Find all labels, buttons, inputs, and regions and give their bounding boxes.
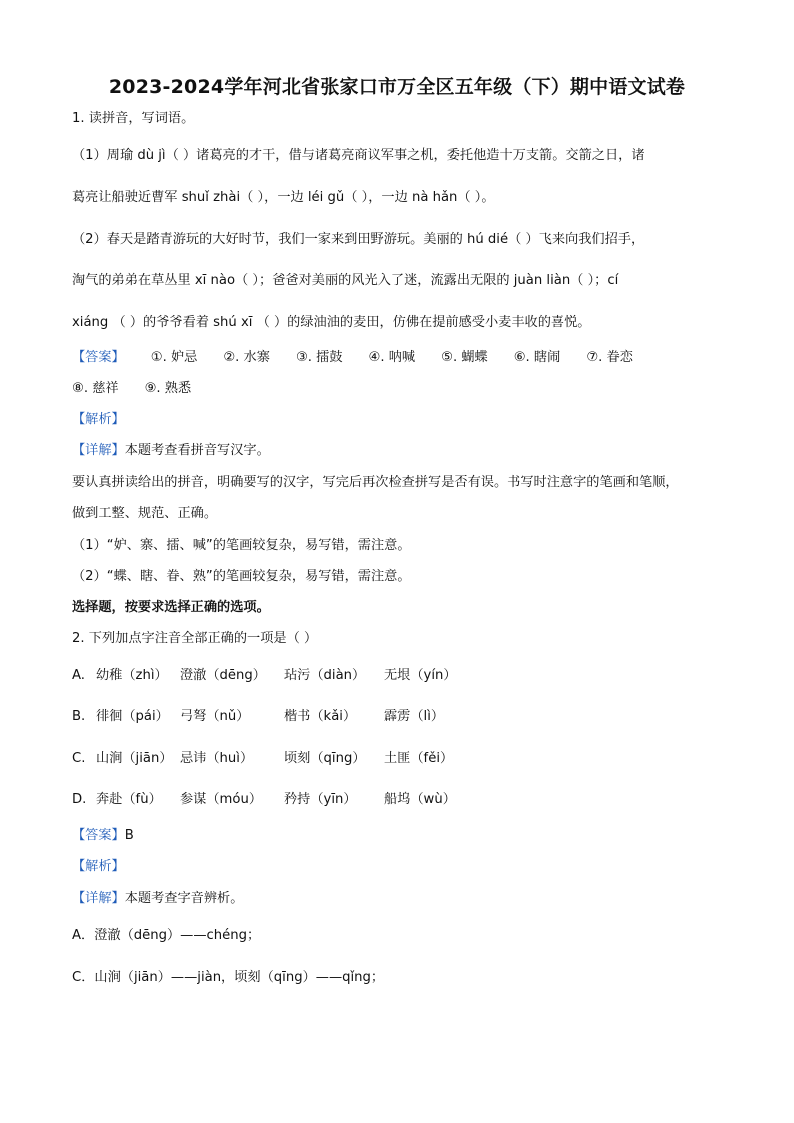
q1-note-line3: （1）“妒、寨、擂、喊”的笔画较复杂，易写错，需注意。 bbox=[72, 538, 411, 553]
option-item: 忌讳（huì） bbox=[180, 751, 254, 766]
answer-item: ②. 水寨 bbox=[223, 350, 270, 365]
detail-text: 本题考查字音辨析。 bbox=[124, 891, 244, 906]
q2-option-d bbox=[72, 791, 456, 809]
detail-tag: 【详解】 bbox=[72, 443, 125, 458]
option-letter: D. bbox=[72, 792, 87, 807]
answer-item: ⑨. 熟悉 bbox=[144, 381, 192, 396]
detail-tag: 【详解】 bbox=[72, 891, 125, 906]
option-item: 奔赴（fù） bbox=[96, 792, 162, 807]
q2-option-b bbox=[72, 708, 444, 726]
option-item: 土匪（fěi） bbox=[384, 751, 454, 766]
page-title: 2023-2024学年河北省张家口市万全区五年级（下）期中语文试卷 bbox=[108, 76, 686, 98]
option-item: 船坞（wù） bbox=[384, 792, 456, 807]
answer-item: ⑥. 瞎闹 bbox=[513, 350, 561, 365]
q1-note-line4: （2）“蝶、瞎、眷、熟”的笔画较复杂，易写错，需注意。 bbox=[72, 569, 411, 584]
answer-value: B bbox=[124, 828, 134, 843]
answer-item: ⑧. 慈祥 bbox=[72, 381, 119, 396]
option-item: 徘徊（pái） bbox=[96, 709, 169, 724]
option-item: 楷书（kǎi） bbox=[284, 709, 357, 724]
option-item: 弓弩（nǔ） bbox=[180, 709, 250, 724]
option-item: 澄澈（dēng） bbox=[180, 668, 266, 683]
q1-p1-line2: 葛亮让船驶近曹军 shuǐ zhài（ ），一边 léi gǔ（ ），一边 nà hǎn（ ）。 bbox=[72, 190, 495, 205]
answer-item: ①. 妒忌 bbox=[150, 350, 198, 365]
q1-stem: 1. 读拼音，写词语。 bbox=[72, 111, 195, 126]
option-item: 无垠（yín） bbox=[384, 668, 457, 683]
option-item: 玷污（diàn） bbox=[284, 668, 366, 683]
q1-answer-row2 bbox=[72, 380, 191, 398]
q1-detail bbox=[72, 442, 270, 460]
q2-answer bbox=[72, 827, 134, 845]
q1-p1-line1: （1）周瑜 dù jì（ ）诸葛亮的才干，借与诸葛亮商议军事之机，委托他造十万支箭。交箭之日，诸 bbox=[72, 148, 645, 163]
answer-tag: 【答案】 bbox=[72, 350, 125, 365]
option-letter: B. bbox=[72, 709, 86, 724]
q2-option-c bbox=[72, 750, 453, 768]
q2-explanation-a: A．澄澈（dēng）——chéng； bbox=[72, 928, 261, 943]
option-item: 霹雳（lì） bbox=[384, 709, 445, 724]
q1-analysis-tag: 【解析】 bbox=[72, 412, 125, 427]
q1-answer-row1 bbox=[72, 349, 633, 367]
answer-tag: 【答案】 bbox=[72, 828, 125, 843]
q1-p2-line1: （2）春天是踏青游玩的大好时节，我们一家来到田野游玩。美丽的 hú dié（ ）飞来向我们招手， bbox=[72, 232, 645, 247]
q1-p2-line2: 淘气的弟弟在草丛里 xī nào（ ）；爸爸对美丽的风光入了迷，流露出无限的 juàn liàn（ ）；cí bbox=[72, 273, 619, 288]
q1-note-line2: 做到工整、规范、正确。 bbox=[72, 506, 218, 521]
q1-note-line1: 要认真拼读给出的拼音，明确要写的汉字，写完后再次检查拼写是否有误。书写时注意字的笔画和笔顺， bbox=[72, 475, 679, 490]
q2-analysis-tag: 【解析】 bbox=[72, 859, 125, 874]
answer-item: ⑤. 蝴蝶 bbox=[441, 350, 488, 365]
q2-explanation-c: C．山涧（jiān）——jiàn，顷刻（qīng）——qǐng； bbox=[72, 970, 385, 985]
option-item: 顷刻（qīng） bbox=[284, 751, 366, 766]
option-item: 幼稚（zhì） bbox=[96, 668, 168, 683]
answer-item: ③. 擂鼓 bbox=[295, 350, 343, 365]
option-letter: A. bbox=[72, 668, 85, 683]
option-item: 参谋（móu） bbox=[180, 792, 263, 807]
detail-text: 本题考查看拼音写汉字。 bbox=[124, 443, 270, 458]
answer-item: ④. 呐喊 bbox=[368, 350, 416, 365]
answer-item: ⑦. 眷恋 bbox=[586, 350, 633, 365]
q2-detail bbox=[72, 890, 243, 908]
option-letter: C. bbox=[72, 751, 86, 766]
option-item: 矜持（yīn） bbox=[284, 792, 357, 807]
section-heading: 选择题，按要求选择正确的选项。 bbox=[72, 600, 270, 615]
q2-stem: 2. 下列加点字注音全部正确的一项是（ ） bbox=[72, 631, 318, 646]
q1-p2-line3: xiáng （ ）的爷爷看着 shú xī （ ）的绿油油的麦田，仿佛在提前感受小麦丰收的喜悦。 bbox=[72, 315, 591, 330]
q2-option-a bbox=[72, 667, 457, 685]
option-item: 山涧（jiān） bbox=[96, 751, 173, 766]
